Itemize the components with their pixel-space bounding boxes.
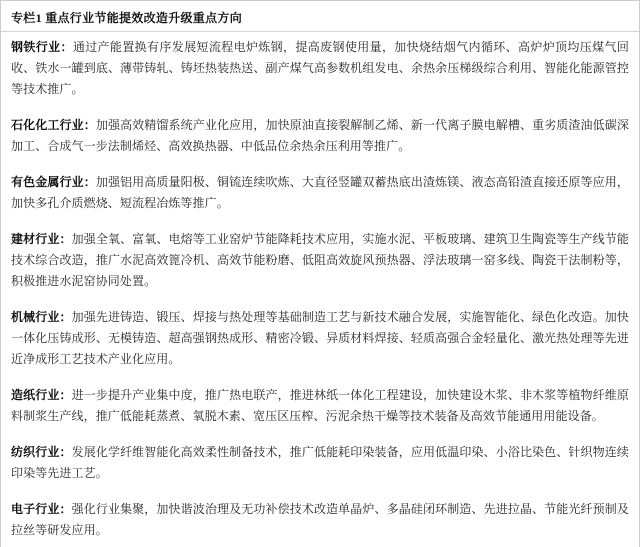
industry-paragraph-textile [11,442,629,484]
industry-description: 进一步提升产业集中度，推广热电联产，推进林纸一体化工程建设，加快建设木浆、非木浆等植物纤维原料制浆生产线，推广低能耗蒸煮、氧脱木素、宽压区压榨、污泥余热干燥等技术装备及高效节能通用用能设备。 [11,388,629,423]
box-body [1,37,639,547]
industry-name: 有色金属行业： [11,175,96,189]
industry-name: 石化化工行业： [11,118,96,132]
industry-name: 钢铁行业： [11,40,73,54]
box-title: 专栏1 重点行业节能提效改造升级重点方向 [1,1,639,32]
industry-name: 机械行业： [11,310,72,324]
industry-name: 电子行业： [11,502,72,516]
industry-paragraph-papermaking [11,385,629,427]
industry-description: 加强高效精馏系统产业化应用，加快原油直接裂解制乙烯、新一代离子膜电解槽、重劣质渣油低碳深加工、合成气一步法制烯烃、高效换热器、中低品位余热余压利用等推广。 [11,118,629,153]
industry-description: 加强全氧、富氧、电熔等工业窑炉节能降耗技术应用，实施水泥、平板玻璃、建筑卫生陶瓷等生产线节能技术综合改造，推广水泥高效篦冷机、高效节能粉磨、低阻高效旋风预热器、浮法玻璃一窑多线、陶瓷干法制粉等，积极推进水泥窑协同处置。 [11,232,629,288]
industry-description: 加强先进铸造、锻压、焊接与热处理等基础制造工艺与新技术融合发展，实施智能化、绿色化改造。加快一体化压铸成形、无模铸造、超高强钢热成形、精密冷锻、异质材料焊接、轻质高强合金轻量化、激光热处理等先进近净成形工艺技术产业化应用。 [11,310,629,366]
industry-name: 造纸行业： [11,388,72,402]
industry-description: 通过产能置换有序发展短流程电炉炼钢，提高废钢使用量，加快烧结烟气内循环、高炉炉顶均压煤气回收、铁水一罐到底、薄带铸轧、铸坯热装热送、副产煤气高参数机组发电、余热余压梯级综合利用、智能化能源管控等技术推广。 [11,40,629,96]
industry-paragraph-electronics [11,499,629,541]
industry-paragraph-building-materials [11,229,629,292]
industry-description: 发展化学纤维智能化高效柔性制备技术，推广低能耗印染装备，应用低温印染、小浴比染色、针织物连续印染等先进工艺。 [11,445,629,480]
industry-paragraph-nonferrous-metals [11,172,629,214]
industry-name: 纺织行业： [11,445,72,459]
industry-description: 强化行业集聚，加快谐波治理及无功补偿技术改造单晶炉、多晶硅闭环制造、先进拉晶、节能光纤预制及拉丝等研发应用。 [11,502,629,537]
industry-paragraph-machinery [11,307,629,370]
industry-paragraph-steel [11,37,629,100]
industry-description: 加强铝用高质量阳极、铜锍连续吹炼、大直径竖罐双蓄热底出渣炼镁、液态高铅渣直接还原等应用，加快多孔介质燃烧、短流程冶炼等推广。 [11,175,629,210]
industry-name: 建材行业： [11,232,72,246]
industry-paragraph-petrochemical [11,115,629,157]
